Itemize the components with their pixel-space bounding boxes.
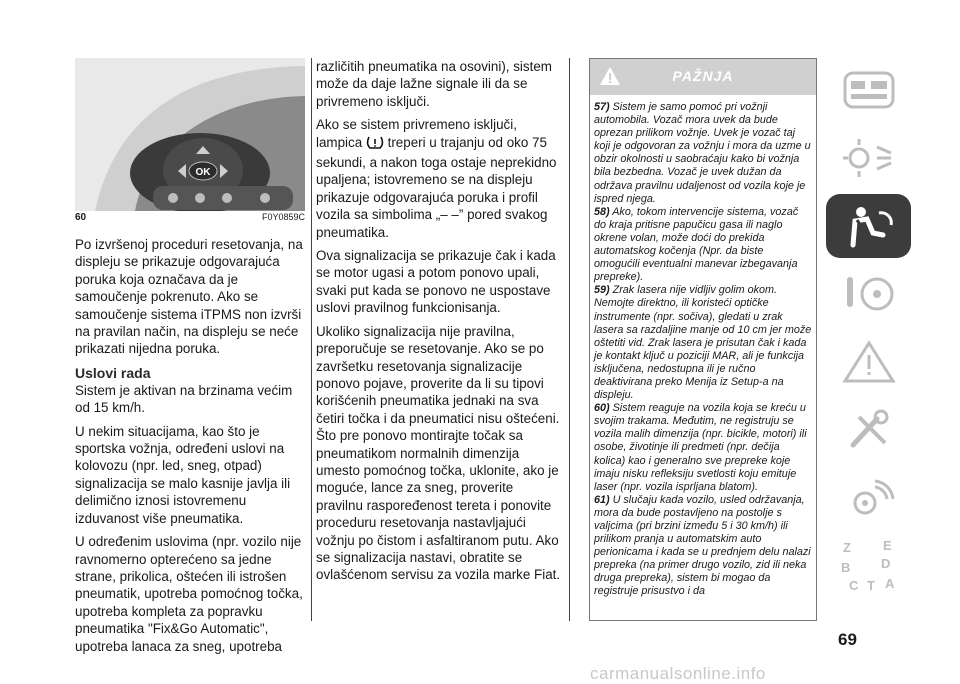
paragraph-reset-result: Po izvršenoj proceduri resetovanja, na displeju se prikazuje odgovarajuća poruka koja označava da je samoučenje pokrenuto. Ako se samoučenje sistema iTPMS non izvrši na pravilan način, na displeju se neće prikazati nijedna poruka. (75, 237, 303, 357)
steering-wheel-icon (839, 271, 899, 317)
paragraph-reset-recommendation: Ukoliko signalizacija nije pravilna, preporučuje se resetovanje. Ako se po završetku resetovanja signalizacije ponovo pojave, proverite da li su tipovi korišćenih pneumatika jednaki na sva četiri točka i da pneumatici nisu oštećeni. Što pre ponovo montirajte točak sa pneumatikom normalnih dimenzija umesto pomoćnog točka, uklonite, ako je moguće, lance za sneg, proverite pravilnu raspoređenost tereta i ponovite proceduru resetovanja nastavljajući vožnju po čistom i asfaltiranom putu. Ako se signalizacija nastavi, obratite se ovlašćenom servisu za vozila marke Fiat. (316, 323, 561, 583)
svg-text:T: T (866, 578, 875, 593)
sidebar-item-dashboard[interactable] (826, 58, 911, 122)
chapter-sidebar (826, 58, 954, 602)
multimedia-icon (839, 475, 899, 521)
watermark: carmanualsonline.info (590, 664, 766, 683)
tpms-warning-icon (366, 135, 384, 154)
svg-text:E: E (882, 538, 892, 553)
sidebar-item-multimedia[interactable] (826, 466, 911, 530)
warning-item: 59) Zrak lasera nije vidljiv golim okom. Nemojte direktno, ili koristeći optičke instrumente (npr. sočiva), gledati u zrak lasera sa razdaljine manje od 10 cm jer može oštetiti vid. Zrak lasera je prisutan čak i kada je kontakt ključ u poziciji MAR, ali je funkcija isključena, nedostupna ili je ručno deaktivirana preko Menija iz Setup-a na displeju. (594, 284, 812, 402)
warning-title: PAŽNJA (672, 68, 734, 84)
figure-number: 60 (75, 212, 87, 223)
lights-icon (839, 135, 899, 181)
svg-text:Z: Z (842, 540, 851, 555)
column-divider-right (569, 58, 570, 621)
warning-item: 58) Ako, tokom intervencije sistema, vozač do kraja pritisne papučicu gasa ili naglo okrene volan, može doći do prekida automatskog kočenja (Npr. da biste omogućili eventualni manevar izbegavanja prepreke). (594, 205, 799, 284)
index-letters-icon (837, 538, 901, 594)
svg-text:D: D (880, 556, 890, 571)
paragraph-false-signals: različitih pneumatika na osovini), sistem može da daje lažne signale ili da se privremeno isključi. (316, 59, 552, 109)
paragraph-sport-driving: U nekim situacijama, kao što je sportska vožnja, određeni uslovi na kolovozu (npr. led, sneg, otpad) signalizacija se malo kasnije javlja ili delimično iznosi istovremenu izduvanost više pneumatika. (75, 423, 291, 526)
svg-text:C: C (848, 578, 858, 593)
svg-text:A: A (884, 576, 894, 591)
page-number: 69 (838, 630, 857, 649)
sidebar-item-maintenance[interactable] (826, 398, 911, 462)
warning-box (589, 58, 817, 621)
paragraph-active-speed: Sistem je aktivan na brzinama većim od 15 km/h. (75, 382, 293, 416)
paragraph-lamp-blinking: Ako se sistem privremeno isključi, lampica treperi u trajanju od oko 75 sekundi, a nakon toga ostaje neprekidno upaljena; istovremeno se na displeju prikazuje odgovarajuća poruka i profil vozila sa simbolima „– –” pored svakog pneumatika. (316, 117, 557, 240)
svg-text:B: B (840, 560, 850, 575)
sidebar-item-index[interactable] (826, 534, 911, 598)
sidebar-item-lights[interactable] (826, 126, 911, 190)
car-dashboard-icon (839, 67, 899, 113)
middle-column (316, 58, 562, 590)
steering-wheel-figure (75, 58, 305, 211)
sidebar-item-starting[interactable] (826, 262, 911, 326)
warning-triangle-icon (839, 339, 899, 385)
warning-item: 61) U slučaju kada vozilo, usled održavanja, mora da bude postavljeno na postolje s valjcima (pri brzini između 5 i 30 km/h) ili prilikom pranja u automatskim auto perionicama i kada se u prednjem delu nalazi prepreka (na primer drugo vozilo, zid ili neka druga prepreka), sistem bi mogao da registruje prisustvo i da (594, 493, 811, 598)
warning-header (590, 59, 816, 95)
safety-seatbelt-icon (839, 203, 899, 249)
service-tools-icon (839, 407, 899, 453)
column-divider-left (311, 58, 312, 621)
sidebar-item-safety[interactable] (826, 194, 911, 258)
paragraph-signal-persist: Ova signalizacija se prikazuje čak i kada se motor ugasi a potom ponovo upali, svaki put kada se ponovo ne uspostave uslovi pravilnog funkcionisanja. (316, 248, 556, 316)
ok-button-label: OK (195, 167, 211, 178)
warning-item: 60) Sistem reaguje na vozila koja se kreću u svojim trakama. Međutim, ne registruju se vozila malih dimenzija (npr. bicikle, motori) ili osobe, životinje ili predmeti (npr. dečija kolica) kao i generalno sve prepreke koje imaju nisku refleksiju svetlosti koju emituje laser (npr. vozila isprljana blatom). (594, 402, 807, 493)
figure-code: F0Y0859C (261, 212, 305, 222)
figure-caption (75, 212, 305, 226)
warning-item: 57) Sistem je samo pomoć pri vožnji automobila. Vozač mora uvek da bude oprezan prilikom vožnje. Uvek je vozač taj koji je odgovoran za vožnju i mora da uzme u obzir okolnosti u saobraćaju kako bi vožnja bila bezbedna. Vozač je uvek dužan da održava pravilnu udaljenost od vozila koje je ispred njega. (594, 101, 811, 205)
sidebar-item-emergency[interactable] (826, 330, 911, 394)
paragraph-conditions: U određenim uslovima (npr. vozilo nije ravnomerno opterećeno sa jedne strane, prikolica, oštećen ili istrošen pneumatik, upotreba pomoćnog točka, upotreba kompleta za popravku pneumatika "Fix&Go Automatic", upotreba lanaca za sneg, upotreba (75, 534, 303, 654)
left-column (75, 236, 307, 661)
section-heading-operating-conditions: Uslovi rada (75, 364, 151, 381)
warning-body (590, 95, 816, 599)
